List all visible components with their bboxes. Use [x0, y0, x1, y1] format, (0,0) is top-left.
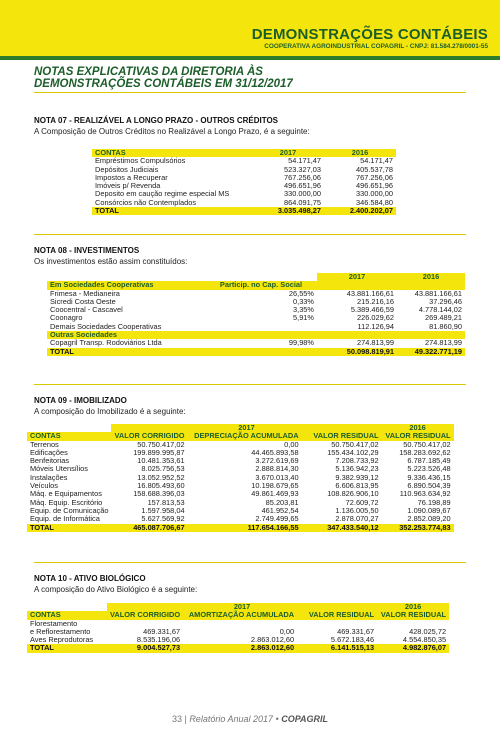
- row-value: VALOR RESIDUAL: [297, 611, 377, 619]
- row-value: 496.651,96: [284, 181, 321, 191]
- row-value: 37.296,46: [429, 296, 462, 306]
- note-07-title: NOTA 07 - REALIZÁVEL A LONGO PRAZO - OUTROS CRÉDITOS: [34, 116, 279, 125]
- total-row: [27, 644, 449, 652]
- row-value: 6.606.813,95: [335, 481, 379, 491]
- row-value: 72.609,72: [345, 497, 379, 507]
- row-value: 6.141.515,13: [297, 644, 377, 652]
- row-value: 2.852.089,20: [407, 514, 451, 524]
- year-header: 2016: [397, 273, 465, 281]
- row-value: 274.813,99: [357, 338, 394, 348]
- row-label: TOTAL: [47, 348, 205, 356]
- year-header: 2017: [111, 424, 381, 432]
- row-value: 767.256,06: [356, 172, 393, 182]
- row-value: 9.004.527,73: [107, 644, 183, 652]
- table-row: [47, 306, 465, 314]
- row-value: Particip. no Cap. Social: [205, 281, 317, 289]
- row-label: TOTAL: [27, 644, 107, 652]
- note-10-text: A composição do Ativo Biológico é a seguinte:: [34, 585, 198, 594]
- row-label: Imóveis p/ Revenda: [95, 181, 161, 191]
- row-value: 496.651,96: [356, 181, 393, 191]
- row-value: 269.489,21: [425, 313, 462, 323]
- note-09-table: [27, 424, 454, 532]
- table-header-row: [27, 432, 454, 440]
- row-value: 110.963.634,92: [399, 489, 451, 499]
- row-value: 43.881.166,61: [346, 288, 394, 298]
- row-value: 81.860,90: [429, 321, 462, 331]
- note-09-title: NOTA 09 - IMOBILIZADO: [34, 396, 127, 405]
- note-08-title: NOTA 08 - INVESTIMENTOS: [34, 246, 140, 255]
- table-row: [27, 457, 454, 465]
- row-value: 2.878.070,27: [335, 514, 379, 524]
- row-label: Sicredi Costa Oeste: [50, 296, 116, 306]
- row-value: 50.750.417,02: [137, 439, 185, 449]
- row-value: 3,35%: [293, 305, 314, 315]
- row-label: Impostos a Recuperar: [95, 172, 168, 182]
- row-value: 215.216,16: [357, 296, 394, 306]
- row-label: Equip. de Informática: [30, 514, 100, 524]
- row-value: 49.861.469,93: [251, 489, 299, 499]
- section-divider: [34, 234, 466, 235]
- page-footer: [0, 714, 500, 724]
- row-value: VALOR RESIDUAL: [382, 432, 454, 440]
- row-value: 6.890.504,39: [407, 481, 451, 491]
- note-08-table: [47, 273, 465, 356]
- row-label: Benfeitorias: [30, 456, 70, 466]
- table-row: [47, 339, 465, 347]
- row-value: 5.389.466,59: [350, 305, 394, 315]
- row-value: 428.025,72: [409, 626, 447, 636]
- row-value: 4.554.850,35: [402, 635, 447, 645]
- row-value: 352.253.774,83: [382, 524, 454, 532]
- table-row: [27, 620, 449, 628]
- row-label: Aves Reprodutoras: [30, 635, 94, 645]
- header-title: DEMONSTRAÇÕES CONTÁBEIS: [251, 26, 488, 43]
- row-label: Móveis Utensílios: [30, 464, 88, 474]
- footer-bullet: •: [275, 714, 282, 724]
- table-row: [27, 449, 454, 457]
- row-value: 7.208.733,92: [335, 456, 379, 466]
- total-row: [47, 348, 465, 356]
- row-label: CONTAS: [27, 432, 111, 440]
- subsection-header: Outras Sociedades: [47, 331, 205, 339]
- row-value: 2016: [324, 149, 396, 157]
- row-value: VALOR CORRIGIDO: [111, 432, 187, 440]
- row-label: Em Sociedades Cooperativas: [47, 281, 205, 289]
- row-value: 5.672.183,46: [330, 635, 375, 645]
- row-value: 767.256,06: [284, 172, 321, 182]
- row-label: Empréstimos Compulsórios: [95, 156, 186, 166]
- row-value: 0,33%: [293, 296, 314, 306]
- row-label: Instalações: [30, 472, 68, 482]
- row-value: 157.813,53: [147, 497, 185, 507]
- row-value: 274.813,99: [425, 338, 462, 348]
- row-label: Edificações: [30, 447, 68, 457]
- row-value: 3.670.013,40: [255, 472, 299, 482]
- row-value: 330.000,00: [356, 189, 393, 199]
- note-10-table: [27, 603, 449, 653]
- row-value: 199.899.995,87: [133, 447, 185, 457]
- row-value: 5.223.526,48: [407, 464, 451, 474]
- row-value: 465.087.706,67: [111, 524, 187, 532]
- row-value: 155.434.102,29: [327, 447, 379, 457]
- table-row: [27, 465, 454, 473]
- row-value: 26,55%: [288, 288, 314, 298]
- row-value: [205, 348, 317, 356]
- row-value: 108.826.906,10: [327, 489, 379, 499]
- row-label: TOTAL: [27, 524, 111, 532]
- row-value: DEPRECIAÇÃO ACUMULADA: [188, 432, 302, 440]
- row-value: 469.331,67: [143, 626, 181, 636]
- row-value: 85.203,81: [265, 497, 299, 507]
- row-value: 347.433.540,12: [302, 524, 382, 532]
- row-value: 50.750.417,02: [331, 439, 379, 449]
- row-value: 469.331,67: [337, 626, 375, 636]
- row-value: 117.654.166,55: [188, 524, 302, 532]
- row-value: 10.481.353,61: [137, 456, 185, 466]
- table-row: [27, 636, 449, 644]
- row-value: 158.688.396,03: [133, 489, 185, 499]
- row-value: 461.952,54: [261, 505, 299, 515]
- row-value: 226.029,62: [357, 313, 394, 323]
- page-title-line-2: DEMONSTRAÇÕES CONTÁBEIS EM 31/12/2017: [34, 78, 293, 90]
- year-header: 2017: [317, 273, 397, 281]
- page-number: 33: [171, 714, 182, 724]
- row-value: 8.535.196,06: [136, 635, 181, 645]
- row-value: 16.805.493,60: [137, 481, 185, 491]
- row-value: 158.283.692,62: [399, 447, 451, 457]
- year-header: 2016: [377, 603, 449, 611]
- row-label: CONTAS: [27, 611, 107, 619]
- row-value: VALOR RESIDUAL: [377, 611, 449, 619]
- table-row: [27, 441, 454, 449]
- row-value: 0,00: [279, 626, 295, 636]
- row-value: 346.584,80: [356, 197, 393, 207]
- row-value: 50.750.417,02: [403, 439, 451, 449]
- row-value: 5,91%: [293, 313, 314, 323]
- year-header: 2016: [382, 424, 454, 432]
- row-value: 76.198,89: [417, 497, 451, 507]
- row-value: 10.198.679,65: [251, 481, 299, 491]
- brand-name: COPAGRIL: [281, 714, 329, 724]
- row-label: Frimesa - Medianeira: [50, 288, 120, 298]
- row-label: Coonagro: [50, 313, 83, 323]
- header-subtitle: COOPERATIVA AGROINDUSTRIAL COPAGRIL - CNPJ: 81.584.278/0001-55: [264, 43, 488, 50]
- row-label: TOTAL: [92, 207, 252, 215]
- page-title: [34, 66, 293, 90]
- year-header: 2017: [107, 603, 377, 611]
- row-value: 6.787.185,49: [407, 456, 451, 466]
- row-value: 13.052.952,52: [137, 472, 185, 482]
- row-value: 43.881.166,61: [414, 288, 462, 298]
- row-value: 2.863.012,60: [250, 635, 295, 645]
- note-10-title: NOTA 10 - ATIVO BIOLÓGICO: [34, 574, 146, 583]
- report-name: Relatório Anual 2017: [189, 714, 274, 724]
- total-row: [92, 207, 396, 215]
- row-value: VALOR RESIDUAL: [302, 432, 382, 440]
- row-value: 405.537,78: [356, 164, 393, 174]
- row-label: Veículos: [30, 481, 58, 491]
- note-07-table: [92, 149, 396, 215]
- row-label: Máq. Equip. Escritório: [30, 497, 103, 507]
- row-label: Depósitos Judiciais: [95, 164, 159, 174]
- row-value: 54.171,47: [288, 156, 321, 166]
- row-value: AMORTIZAÇÃO ACUMULADA: [183, 611, 297, 619]
- row-value: 4.982.876,07: [377, 644, 449, 652]
- page-title-line-1: NOTAS EXPLICATIVAS DA DIRETORIA ÀS: [34, 66, 263, 78]
- row-value: 2.749.499,65: [255, 514, 299, 524]
- row-value: 1.597.958,04: [141, 505, 185, 515]
- row-label: CONTAS: [92, 149, 252, 157]
- row-value: 112.126,94: [357, 321, 394, 331]
- row-value: 0,00: [284, 439, 299, 449]
- header-banner: [0, 0, 500, 60]
- row-value: 2.888.814,30: [255, 464, 299, 474]
- row-value: 9.382.939,12: [335, 472, 379, 482]
- total-row: [27, 524, 454, 532]
- row-value: 99,98%: [288, 338, 314, 348]
- section-divider: [34, 92, 466, 93]
- note-08-text: Os investimentos estão assim constituídos:: [34, 257, 188, 266]
- note-09-text: A composição do Imobilizado é a seguinte:: [34, 407, 186, 416]
- row-label: e Reflorestamento: [30, 626, 91, 636]
- row-value: 1.136.005,50: [335, 505, 379, 515]
- row-label: Máq. e Equipamentos: [30, 489, 102, 499]
- row-value: 2.863.012,60: [183, 644, 297, 652]
- row-label: Terrenos: [30, 439, 59, 449]
- row-label: Consórcios não Contemplados: [95, 197, 197, 207]
- row-value: 3.272.619,69: [255, 456, 299, 466]
- row-value: 1.090.089,67: [407, 505, 451, 515]
- table-row: [27, 515, 454, 523]
- row-label: Equip. de Comunicação: [30, 505, 109, 515]
- row-value: 9.336.436,15: [407, 472, 451, 482]
- footer-separator: |: [184, 714, 190, 724]
- section-divider: [34, 384, 466, 385]
- section-divider: [34, 562, 466, 563]
- row-label: Copagril Transp. Rodoviários Ltda: [50, 338, 162, 348]
- header-stripe: [0, 56, 500, 60]
- row-value: 2.400.202,07: [324, 207, 396, 215]
- table-header-row: [27, 611, 449, 619]
- row-value: 523.327,03: [284, 164, 321, 174]
- row-value: 50.098.819,91: [317, 348, 397, 356]
- row-value: 864.091,75: [284, 197, 321, 207]
- row-value: 54.171,47: [360, 156, 393, 166]
- row-value: 44.465.893,58: [251, 447, 299, 457]
- row-value: 330.000,00: [284, 189, 321, 199]
- row-label: Deposito em caução regime especial MS: [95, 189, 230, 199]
- row-value: 5.627.569,92: [141, 514, 185, 524]
- row-value: 8.025.756,53: [141, 464, 185, 474]
- row-value: 5.136.942,23: [335, 464, 379, 474]
- row-label: Coocentral - Cascavel: [50, 305, 123, 315]
- table-row: [27, 474, 454, 482]
- row-label: Demais Sociedades Cooperativas: [50, 321, 162, 331]
- row-value: [205, 323, 317, 331]
- note-07-text: A Composição de Outros Créditos no Realizável a Longo Prazo, é a seguinte:: [34, 127, 310, 136]
- row-label: Florestamento: [30, 618, 78, 628]
- row-value: VALOR CORRIGIDO: [107, 611, 183, 619]
- row-value: 2017: [252, 149, 324, 157]
- row-value: 4.778.144,02: [418, 305, 462, 315]
- row-value: 3.035.498,27: [252, 207, 324, 215]
- row-value: 49.322.771,19: [397, 348, 465, 356]
